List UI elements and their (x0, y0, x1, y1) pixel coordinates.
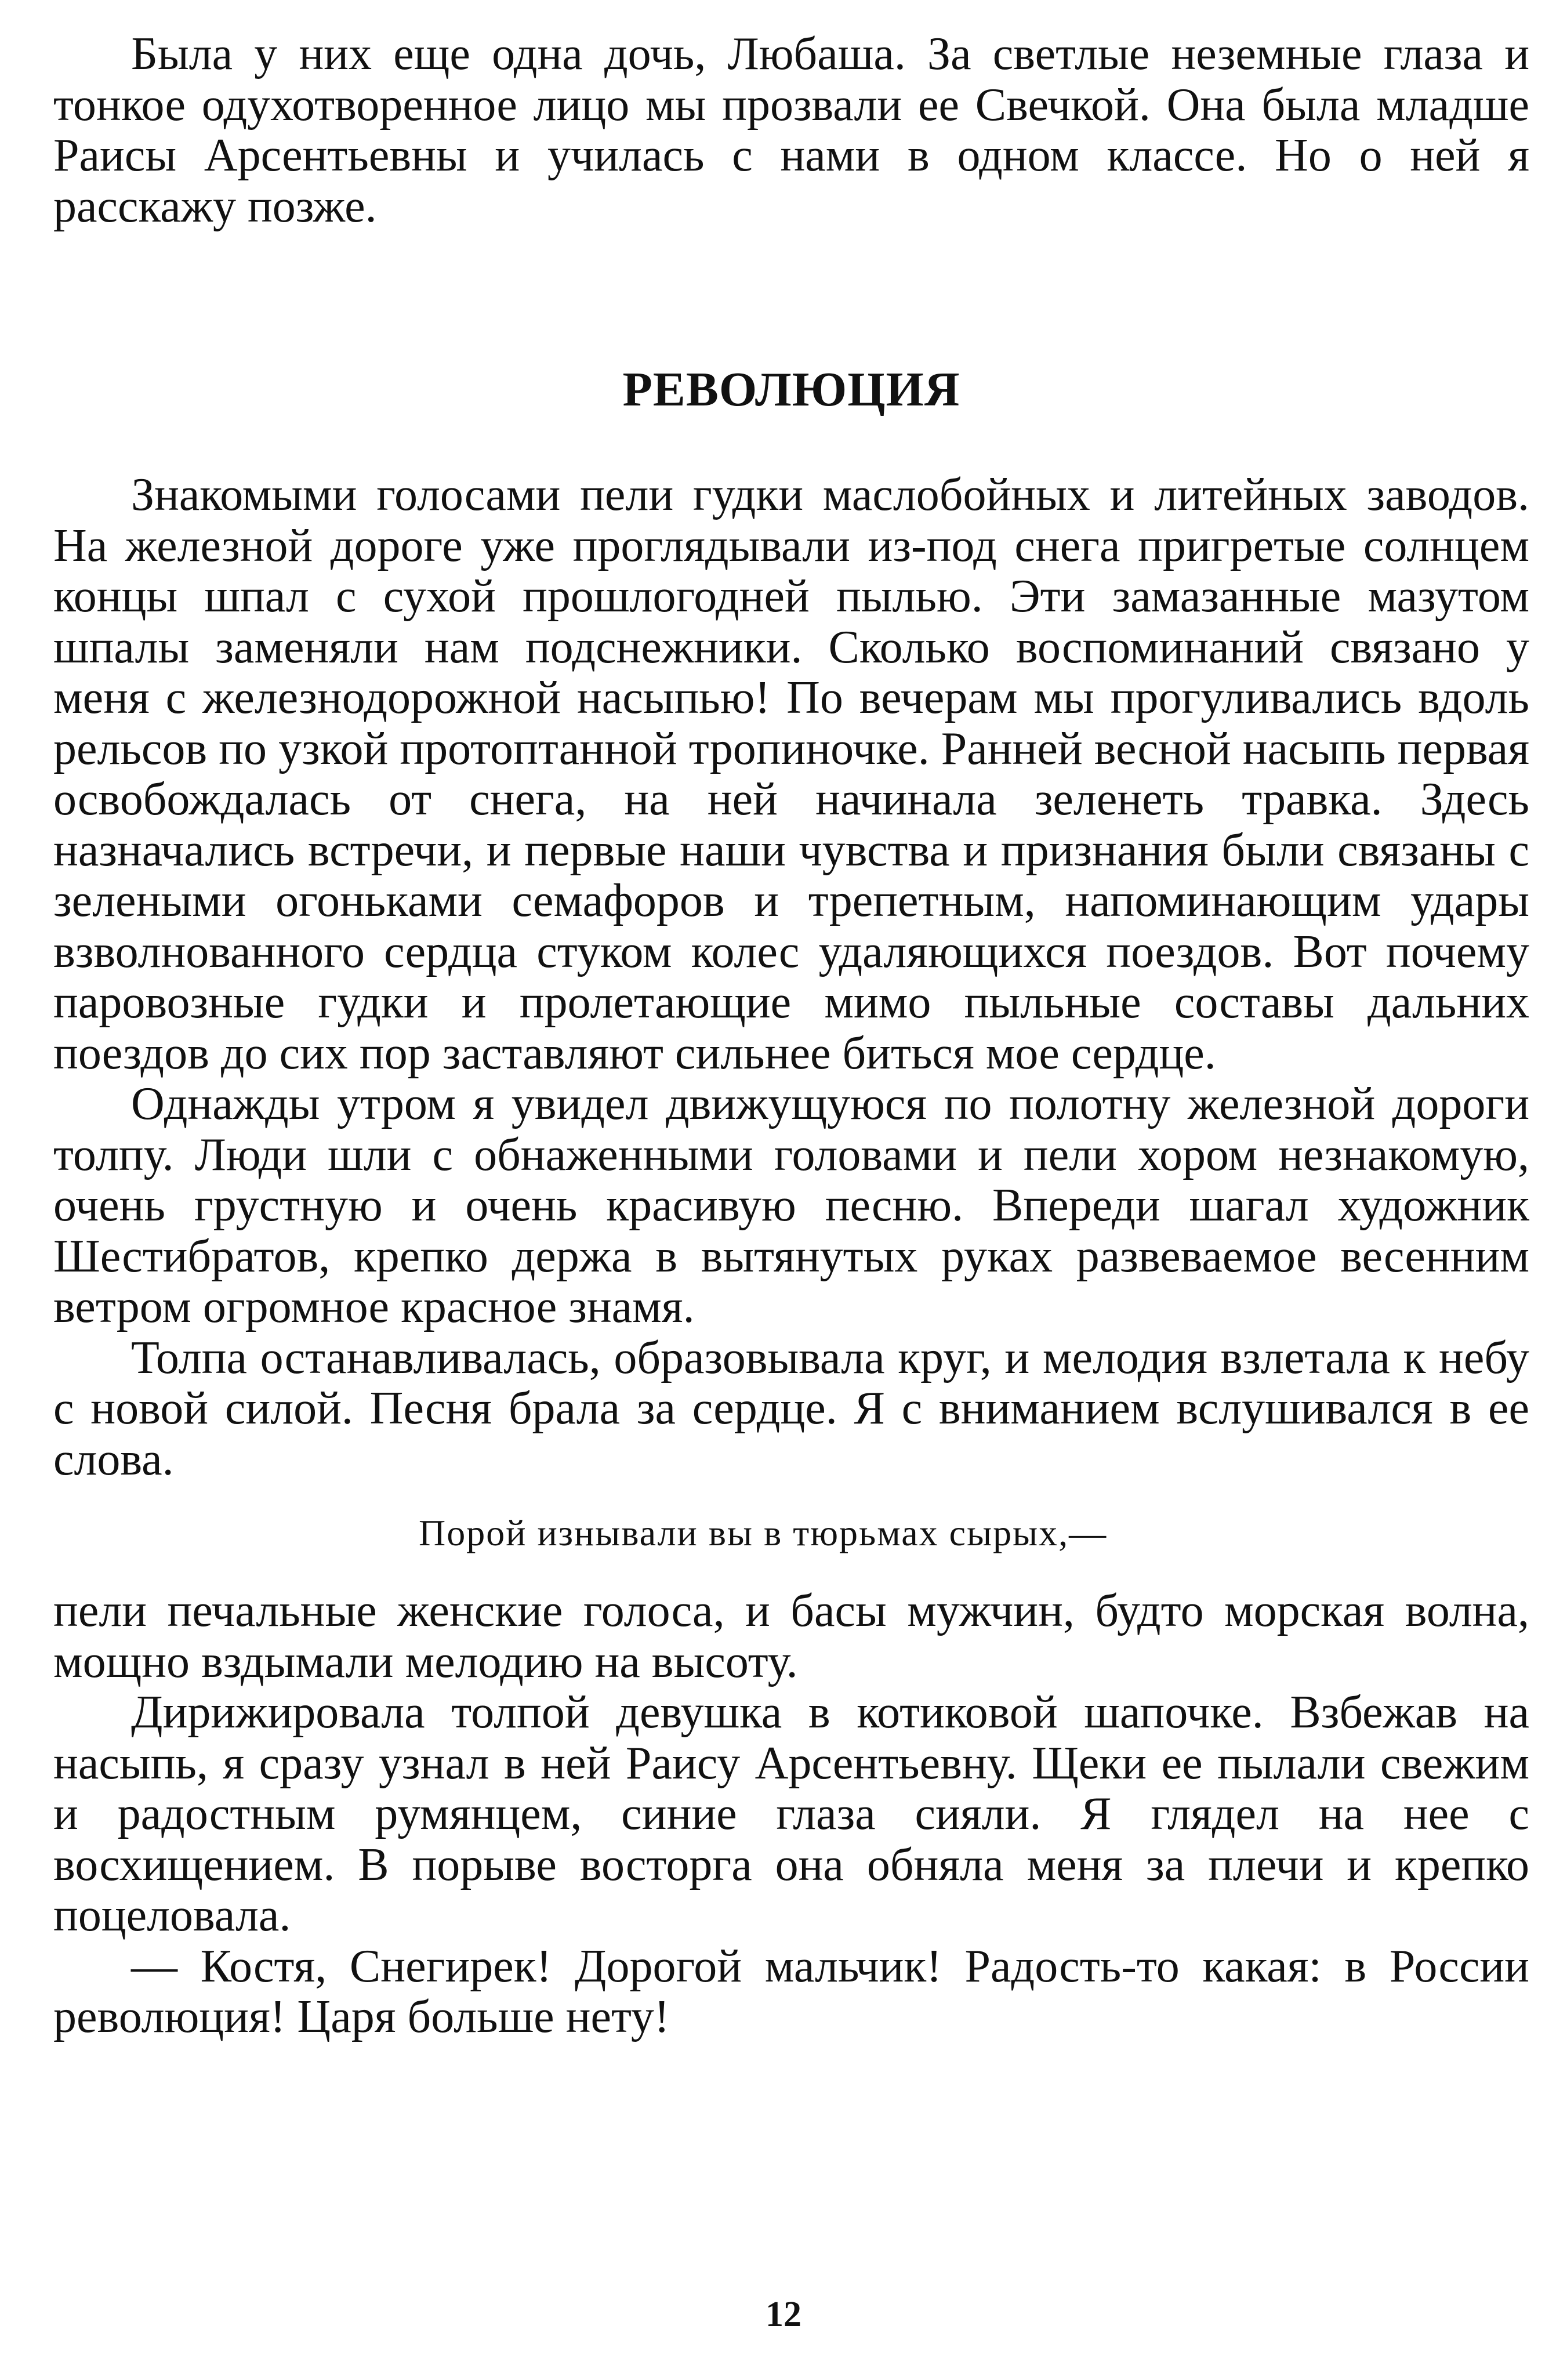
paragraph-song-continuation: пели печальные женские голоса, и басы мужчин, будто морская волна, мощно вздымали мелодию на высоту. (53, 1585, 1529, 1687)
paragraph-dialogue-revolution: — Костя, Снегирек! Дорогой мальчик! Радость-то какая: в России революция! Царя больше нету! (53, 1940, 1529, 2042)
paragraph-crowd-circle: Толпа останавливалась, образовывала круг, и мелодия взлетала к небу с новой силой. Песня брала за сердце. Я с вниманием вслушивался в ее слова. (53, 1332, 1529, 1485)
paragraph-lyubasha: Была у них еще одна дочь, Любаша. За светлые неземные глаза и тонкое одухотворенное лицо мы прозвали ее Свечкой. Она была младше Раисы Арсентьевны и училась с нами в одном классе. Но о ней я расскажу позже. (53, 28, 1529, 232)
paragraph-conductor-girl: Дирижировала толпой девушка в котиковой шапочке. Взбежав на насыпь, я сразу узнал в ней Раису Арсентьевну. Щеки ее пылали свежим и радостным румянцем, синие глаза сияли. Я глядел на нее с восхищением. В порыве восторга она обняла меня за плечи и крепко поцеловала. (53, 1687, 1529, 1941)
page-number: 12 (766, 2295, 801, 2334)
song-verse-line: Порой изнывали вы в тюрьмах сырых,— (419, 1512, 1108, 1553)
chapter-heading: РЕВОЛЮЦИЯ (622, 363, 960, 416)
book-page (53, 29, 1529, 2043)
paragraph-crowd-on-railway: Однажды утром я увидел движущуюся по полотну железной дороги толпу. Люди шли с обнаженными головами и пели хором незнакомую, очень грустную и очень красивую песню. Впереди шагал художник Шестибратов, крепко держа в вытянутых руках развеваемое весенним ветром огромное красное знамя. (53, 1078, 1529, 1332)
paragraph-factory-whistles: Знакомыми голосами пели гудки маслобойных и литейных заводов. На железной дороге уже проглядывали из-под снега пригретые солнцем концы шпал с сухой прошлогодней пылью. Эти замазанные мазутом шпалы заменяли нам подснежники. Сколько воспоминаний связано у меня с железнодорожной насыпью! По вечерам мы прогуливались вдоль рельсов по узкой протоптанной тропиночке. Ранней весной насыпь первая освобождалась от снега, на ней начинала зеленеть травка. Здесь назначались встречи, и первые наши чувства и признания были связаны с зелеными огоньками семафоров и трепетным, напоминающим удары взволнованного сердца стуком колес удаляющихся поездов. Вот почему паровозные гудки и пролетающие мимо пыльные составы дальних поездов до сих пор заставляют сильнее биться мое сердце. (53, 469, 1529, 1079)
